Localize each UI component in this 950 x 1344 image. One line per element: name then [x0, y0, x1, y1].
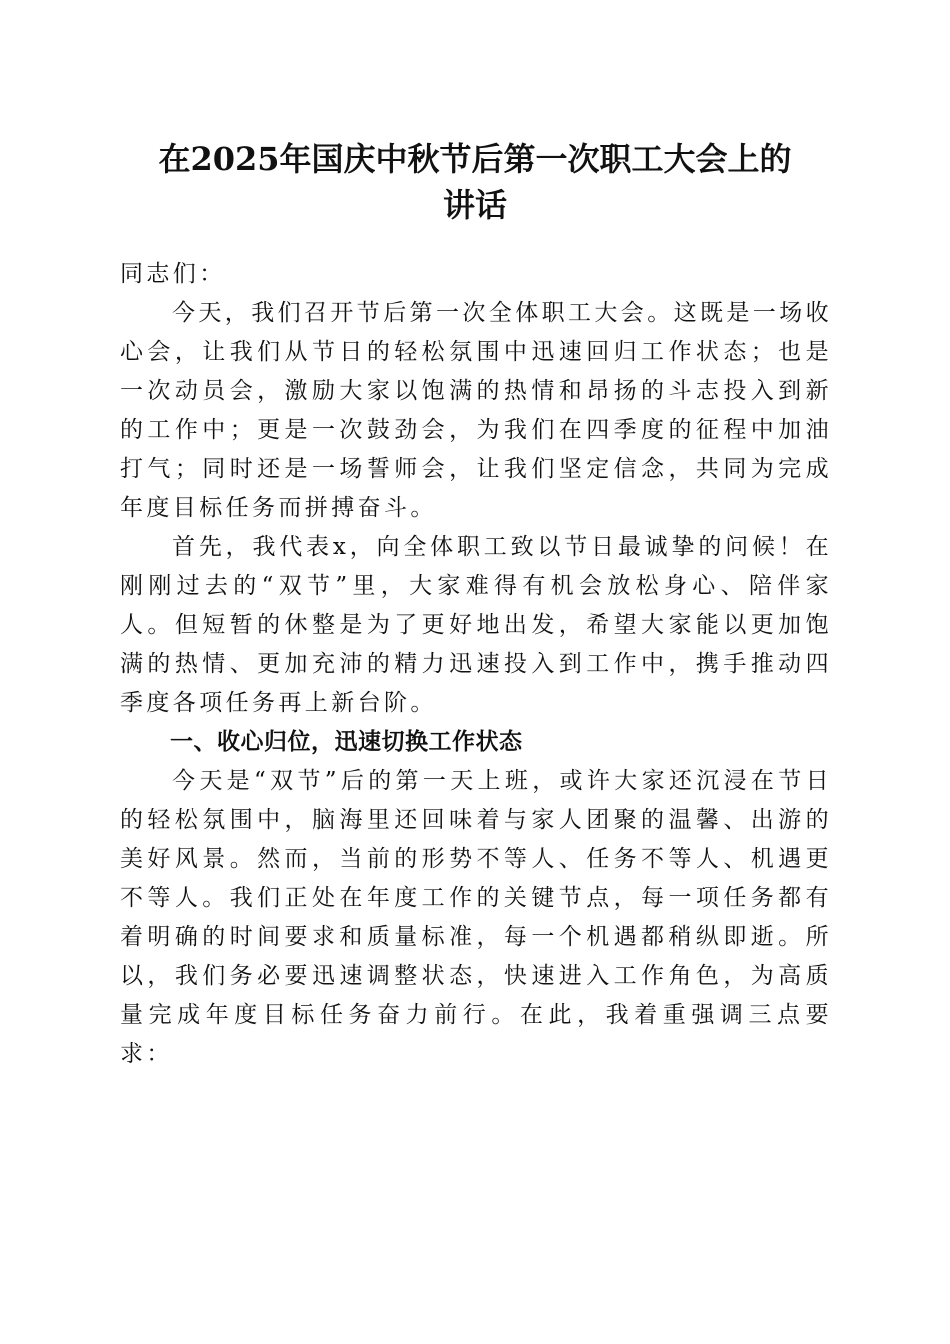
document-title	[100, 136, 850, 228]
paragraph-opening: 今天，我们召开节后第一次全体职工大会。这既是一场收心会，让我们从节日的轻松氛围中迅速回归工作状态；也是一次动员会，激励大家以饱满的热情和昂扬的斗志投入到新的工作中；更是一次鼓劲会，为我们在四季度的征程中加油打气；同时还是一场誓师会，让我们坚定信念，共同为完成年度目标任务而拼搏奋斗。	[120, 300, 832, 521]
section-paragraph: 今天是“双节”后的第一天上班，或许大家还沉浸在节日的轻松氛围中，脑海里还回味着与家人团聚的温馨、出游的美好风景。然而，当前的形势不等人、任务不等人、机遇更不等人。我们正处在年度工作的关键节点，每一项任务都有着明确的时间要求和质量标准，每一个机遇都稍纵即逝。所以，我们务必要迅速调整状态，快速进入工作角色，为高质量完成年度目标任务奋力前行。在此，我着重强调三点要求：	[120, 768, 832, 1067]
document-body	[120, 255, 832, 1074]
paragraph-greeting: 首先，我代表x，向全体职工致以节日最诚挚的问候！在刚刚过去的“双节”里，大家难得有机会放松身心、陪伴家人。但短暂的休整是为了更好地出发，希望大家能以更加饱满的热情、更加充沛的精力迅速投入到工作中，携手推动四季度各项任务再上新台阶。	[120, 534, 832, 716]
section-heading: 一、收心归位，迅速切换工作状态	[170, 729, 523, 755]
title-line-1: 在2025年国庆中秋节后第一次职工大会上的	[158, 140, 792, 178]
title-line-2: 讲话	[442, 186, 507, 224]
salutation: 同志们：	[120, 261, 226, 287]
